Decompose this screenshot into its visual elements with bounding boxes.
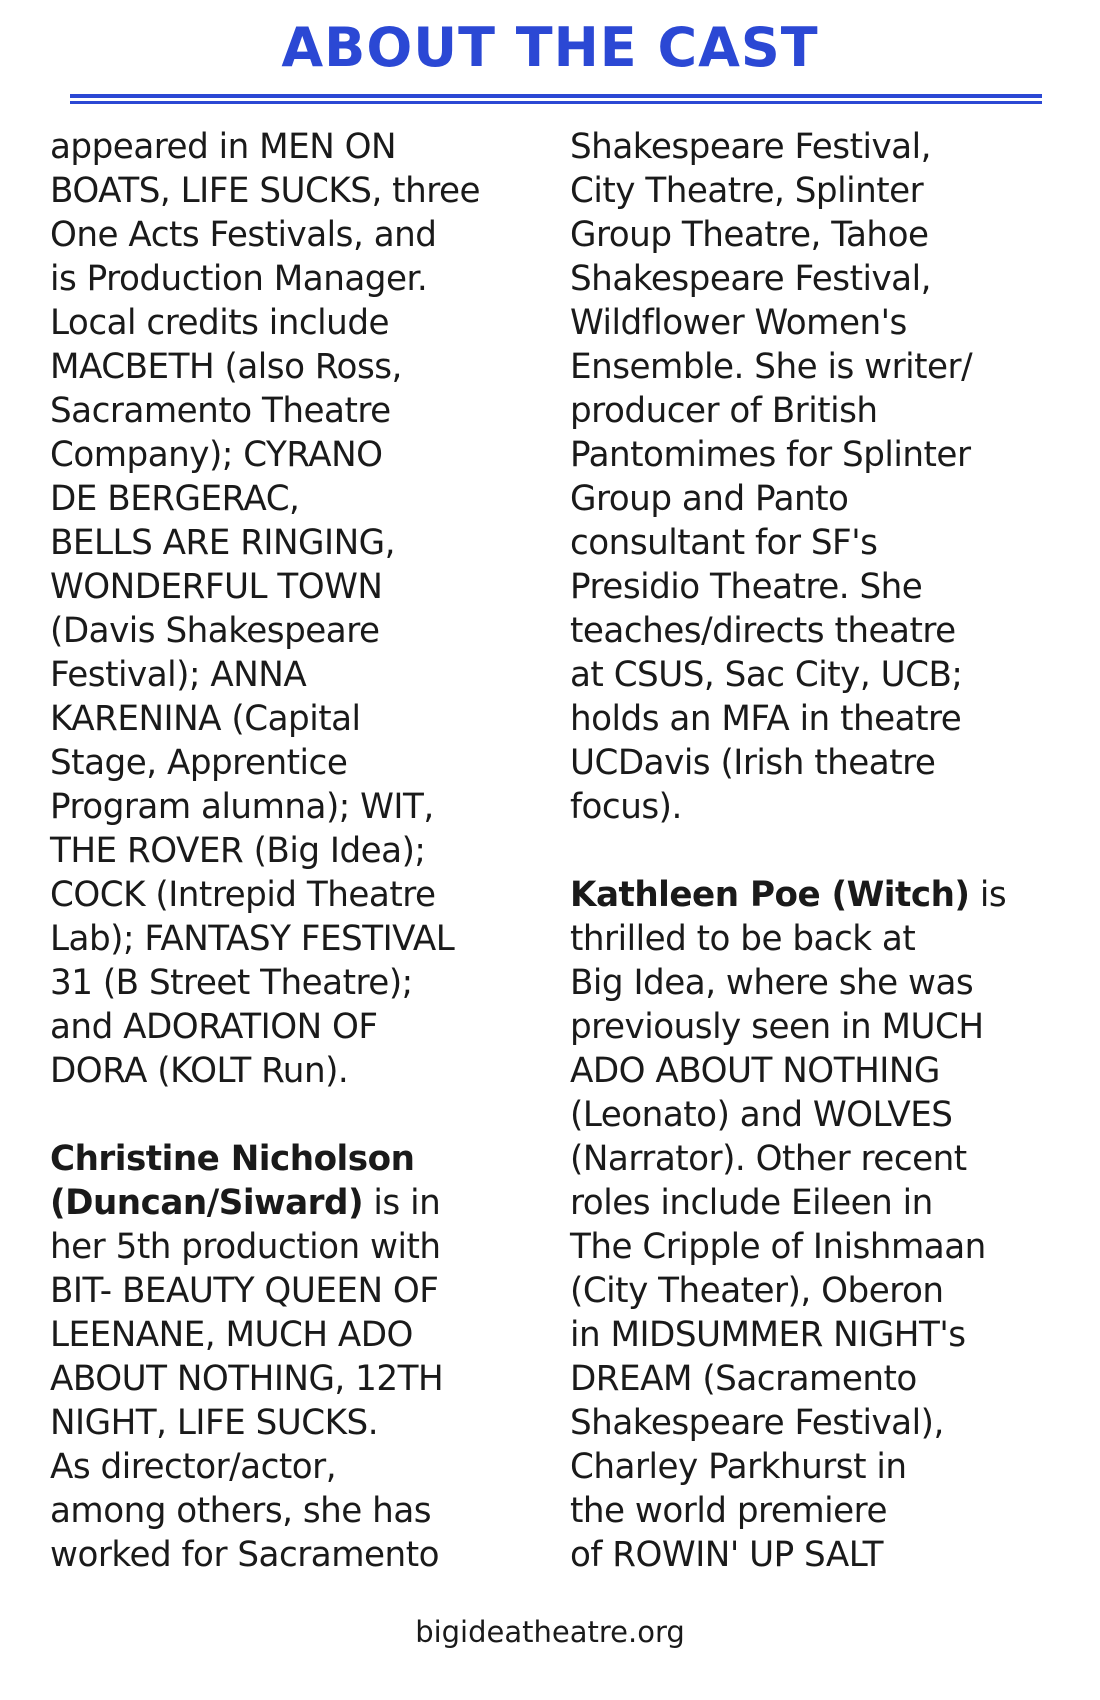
page-title: ABOUT THE CAST (281, 16, 819, 79)
title-rule-bottom (70, 101, 1042, 104)
bio-line: Ensemble. She is writer/ (570, 347, 973, 387)
bio-line: ABOUT NOTHING, 12TH (50, 1359, 444, 1399)
cast-member-name: Kathleen Poe (Witch) (570, 875, 970, 915)
bio-line: previously seen in MUCH (570, 1007, 984, 1047)
bio-line: ADO ABOUT NOTHING (570, 1051, 940, 1091)
bio-line: DE BERGERAC, (50, 479, 300, 519)
bio-line: BOATS, LIFE SUCKS, three (50, 171, 481, 211)
bio-line: Sacramento Theatre (50, 391, 391, 431)
right-column (570, 125, 1090, 1577)
bio-line: Wildflower Women's (570, 303, 907, 343)
bio-line: Group and Panto (570, 479, 849, 519)
kathleen-poe-bio (570, 873, 1090, 1577)
bio-line: Charley Parkhurst in (570, 1447, 907, 1487)
bio-line: Program alumna); WIT, (50, 787, 434, 827)
bio-line: focus). (570, 787, 682, 827)
bio-line: at CSUS, Sac City, UCB; (570, 655, 963, 695)
bio-line: DORA (KOLT Run). (50, 1051, 349, 1091)
bio-line: thrilled to be back at (570, 919, 916, 959)
bio-text: is in (363, 1183, 441, 1223)
bio-line: WONDERFUL TOWN (50, 567, 383, 607)
bio-line: Lab); FANTASY FESTIVAL (50, 919, 455, 959)
footer-url: bigideatheatre.org (415, 1615, 685, 1649)
bio-line: LEENANE, MUCH ADO (50, 1315, 413, 1355)
bio-line: UCDavis (Irish theatre (570, 743, 936, 783)
left-column (50, 125, 570, 1577)
bio-line: KARENINA (Capital (50, 699, 361, 739)
christine-nicholson-bio (50, 1137, 570, 1577)
bio-line: appeared in MEN ON (50, 127, 397, 167)
bio-line: Shakespeare Festival, (570, 127, 931, 167)
paragraph-spacer (50, 1093, 570, 1137)
bio-line: (City Theater), Oberon (570, 1271, 944, 1311)
bio-line: The Cripple of Inishmaan (570, 1227, 986, 1267)
bio-line: Group Theatre, Tahoe (570, 215, 929, 255)
bio-line: her 5th production with (50, 1227, 441, 1267)
bio-line: Big Idea, where she was (570, 963, 974, 1003)
paragraph-spacer (570, 829, 1090, 873)
bio-line: As director/actor, (50, 1447, 337, 1487)
bio-line: BELLS ARE RINGING, (50, 523, 395, 563)
bio-line (570, 873, 1085, 917)
bio-line: Presidio Theatre. She (570, 567, 923, 607)
bio-text: is (969, 875, 1007, 915)
bio-line: (Leonato) and WOLVES (570, 1095, 953, 1135)
bio-line: THE ROVER (Big Idea); (50, 831, 426, 871)
bio-line: Shakespeare Festival), (570, 1403, 944, 1443)
bio-line: holds an MFA in theatre (570, 699, 962, 739)
bio-line: City Theatre, Splinter (570, 171, 924, 211)
bio-line: Company); CYRANO (50, 435, 383, 475)
bio-line: 31 (B Street Theatre); (50, 963, 413, 1003)
bio-line: is Production Manager. (50, 259, 428, 299)
bio-line: Festival); ANNA (50, 655, 307, 695)
bio-line: teaches/directs theatre (570, 611, 956, 651)
cast-member-name: Christine Nicholson (50, 1139, 415, 1179)
bio-line: Local credits include (50, 303, 390, 343)
bio-line (50, 1181, 565, 1225)
bio-line: of ROWIN' UP SALT (570, 1535, 883, 1575)
bio-line: roles include Eileen in (570, 1183, 933, 1223)
bio-line: and ADORATION OF (50, 1007, 378, 1047)
bio-line: MACBETH (also Ross, (50, 347, 402, 387)
bio-line: the world premiere (570, 1491, 887, 1531)
christine-bio-continuation (570, 125, 1090, 829)
bio-line: worked for Sacramento (50, 1535, 439, 1575)
cast-member-role: (Duncan/Siward) (50, 1183, 364, 1223)
bio-line: Stage, Apprentice (50, 743, 348, 783)
title-rule-top (70, 94, 1042, 98)
bio-line: (Davis Shakespeare (50, 611, 380, 651)
bio-line: DREAM (Sacramento (570, 1359, 917, 1399)
bio-line: in MIDSUMMER NIGHT's (570, 1315, 966, 1355)
previous-bio-continuation (50, 125, 570, 1093)
bio-line: Shakespeare Festival, (570, 259, 931, 299)
bio-line: COCK (Intrepid Theatre (50, 875, 436, 915)
bio-line: (Narrator). Other recent (570, 1139, 967, 1179)
bio-line: One Acts Festivals, and (50, 215, 437, 255)
bio-line: producer of British (570, 391, 878, 431)
bio-line: among others, she has (50, 1491, 432, 1531)
bio-line: Pantomimes for Splinter (570, 435, 971, 475)
bio-line: consultant for SF's (570, 523, 878, 563)
bio-line: NIGHT, LIFE SUCKS. (50, 1403, 379, 1443)
bio-line: BIT- BEAUTY QUEEN OF (50, 1271, 439, 1311)
